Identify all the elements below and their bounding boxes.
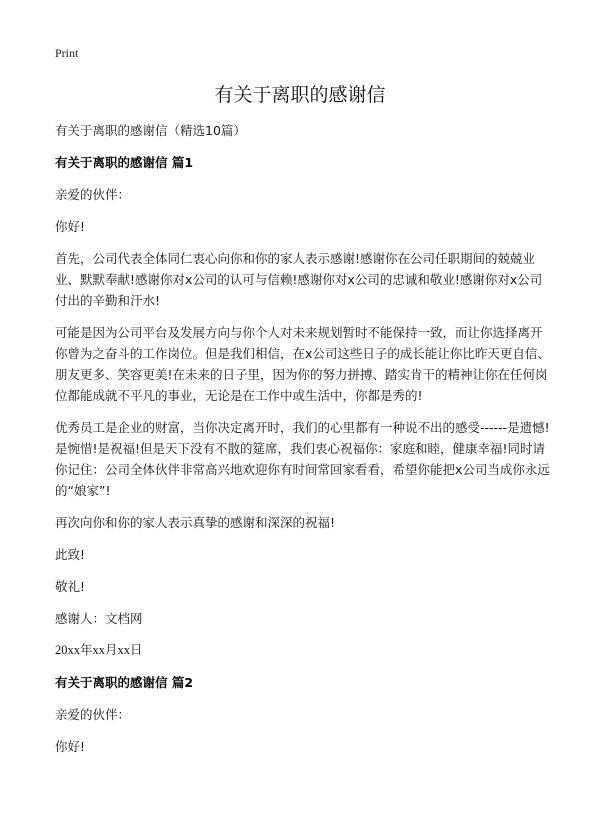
section-heading-1: 有关于离职的感谢信 篇1 [55, 155, 194, 170]
paragraph: 可能是因为公司平台及发展方向与你个人对未来规划暂时不能保持一致，而让你选择离开你曾为之奋斗的工作岗位。但是我们相信，在x公司这些日子的成长能让你比昨天更自信、朋友更多、笑容更美!在未来的日子里，因为你的努力拼搏、踏实肯干的精神让你在任何岗位都能成就不平凡的事业，无论是在工作中或生活中，你都是秀的! [55, 325, 550, 403]
paragraph: 优秀员工是企业的财富，当你决定离开时，我们的心里都有一种说不出的感受------是遗憾!是惋惜!是祝福!但是天下没有不散的筵席，我们衷心祝福你：家庭和睦，健康幸福!同时请你记住：公司全体伙伴非常高兴地欢迎你有时间常回家看看，希望你能把x公司当成你永远的“娘家”! [55, 420, 550, 498]
date-line: 20xx年xx月xx日 [55, 643, 143, 657]
print-label: Print [55, 46, 79, 60]
signature: 感谢人：文档网 [55, 611, 143, 626]
document-title: 有关于离职的感谢信 [214, 84, 386, 106]
section-heading-2: 有关于离职的感谢信 篇2 [55, 675, 194, 690]
salutation: 你好! [55, 219, 86, 234]
document-body [55, 120, 551, 768]
greeting: 亲爱的伙伴： [55, 707, 131, 722]
greeting: 亲爱的伙伴： [55, 187, 131, 202]
paragraph: 首先，公司代表全体同仁衷心向你和你的家人表示感谢!感谢你在公司任职期间的兢兢业业、默默奉献!感谢你对x公司的认可与信赖!感谢你对x公司的忠诚和敬业!感谢你对x公司付出的辛勤和汗水! [55, 251, 543, 308]
paragraph: 再次向你和你的家人表示真挚的感谢和深深的祝福! [55, 515, 336, 530]
salutation: 你好! [55, 739, 86, 754]
closing-line: 此致! [55, 547, 86, 562]
document-subtitle: 有关于离职的感谢信（精选10篇） [55, 123, 246, 138]
closing-line: 敬礼! [55, 579, 86, 594]
